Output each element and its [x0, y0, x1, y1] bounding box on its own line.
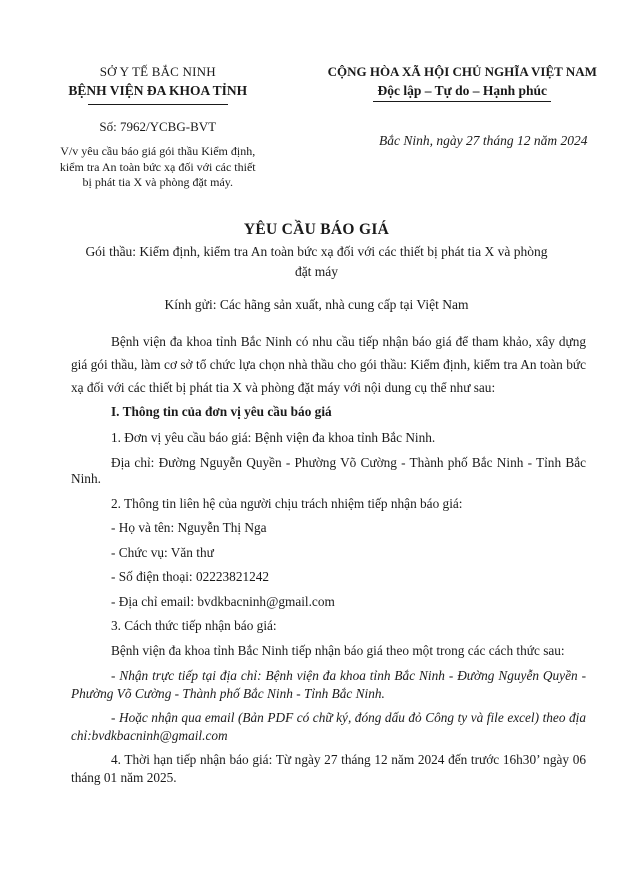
national-motto: Độc lập – Tự do – Hạnh phúc [373, 83, 551, 102]
intro-paragraph: Bệnh viện đa khoa tỉnh Bắc Ninh có nhu cầu tiếp nhận báo giá để tham khảo, xây dựng giá gói thầu, làm cơ sở tổ chức lựa chọn nhà thầu cho gói thầu: Kiểm định, kiểm tra An toàn bức xạ đối với các thiết bị phát tia X và phòng đặt máy với nội dung cụ thể như sau: [71, 333, 586, 395]
place-date-line: Bắc Ninh, ngày 27 tháng 12 năm 2024 [378, 133, 588, 148]
document-number: Số: 7962/YCBG-BVT [99, 119, 217, 134]
section-1-heading: I. Thông tin của đơn vị yêu cầu báo giá [111, 403, 332, 419]
contact-position-line: - Chức vụ: Văn thư [111, 544, 214, 560]
national-header-block [298, 64, 633, 191]
item-3-reception-method: 3. Cách thức tiếp nhận báo giá: [111, 618, 277, 633]
item-2-contact-info: 2. Thông tin liên hệ của người chịu trách nhiệm tiếp nhận báo giá: [111, 495, 463, 511]
address-line: Địa chỉ: Đường Nguyễn Quyền - Phường Võ Cường - Thành phố Bắc Ninh - Tỉnh Bắc Ninh. [71, 454, 586, 486]
document-body [0, 313, 633, 787]
item-1-requesting-unit: 1. Đơn vị yêu cầu báo giá: Bệnh viện đa khoa tỉnh Bắc Ninh. [111, 430, 436, 445]
org-name: BỆNH VIỆN ĐA KHOA TỈNH [68, 83, 248, 98]
contact-email-line: - Địa chỉ email: bvdkbacninh@gmail.com [111, 593, 335, 609]
method-email-line: - Hoặc nhận qua email (Bản PDF có chữ ký, đóng dấu đỏ Công ty và file excel) theo địa chỉ:bvdkbacninh@gmail.com [71, 710, 586, 743]
org-parent-name: SỞ Y TẾ BẮC NINH [99, 64, 216, 79]
item-4-deadline: 4. Thời hạn tiếp nhận báo giá: Từ ngày 27 tháng 12 năm 2024 đến trước 16h30’ ngày 06 tháng 01 năm 2025. [71, 752, 586, 785]
document-header [0, 64, 633, 191]
contact-name-line: - Họ và tên: Nguyễn Thị Nga [111, 520, 267, 535]
national-title: CỘNG HÒA XÃ HỘI CHỦ NGHĨA VIỆT NAM [327, 64, 597, 79]
reception-intro-line: Bệnh viện đa khoa tỉnh Bắc Ninh tiếp nhận báo giá theo một trong các cách thức sau: [111, 642, 565, 658]
document-title: YÊU CẦU BÁO GIÁ [243, 220, 390, 238]
org-underline-rule [88, 104, 228, 105]
issuing-org-block [0, 64, 298, 191]
salutation-line: Kính gửi: Các hãng sản xuất, nhà cung cấp tại Việt Nam [164, 296, 469, 312]
package-subtitle: Gói thầu: Kiểm định, kiểm tra An toàn bức xạ đối với các thiết bị phát tia X và phòng đặt máy [85, 243, 548, 279]
method-direct-line: - Nhận trực tiếp tại địa chỉ: Bệnh viện đa khoa tỉnh Bắc Ninh - Đường Nguyễn Quyền - Phường Võ Cường - Thành phố Bắc Ninh - Tỉnh Bắc Ninh. [71, 668, 586, 701]
national-motto-wrap [298, 80, 627, 102]
title-block [0, 221, 633, 313]
contact-phone-line: - Số điện thoại: 02223821242 [111, 569, 270, 584]
document-subject: V/v yêu cầu báo giá gói thầu Kiểm định, kiểm tra An toàn bức xạ đối với các thiết bị phát tia X và phòng đặt máy. [59, 144, 256, 189]
